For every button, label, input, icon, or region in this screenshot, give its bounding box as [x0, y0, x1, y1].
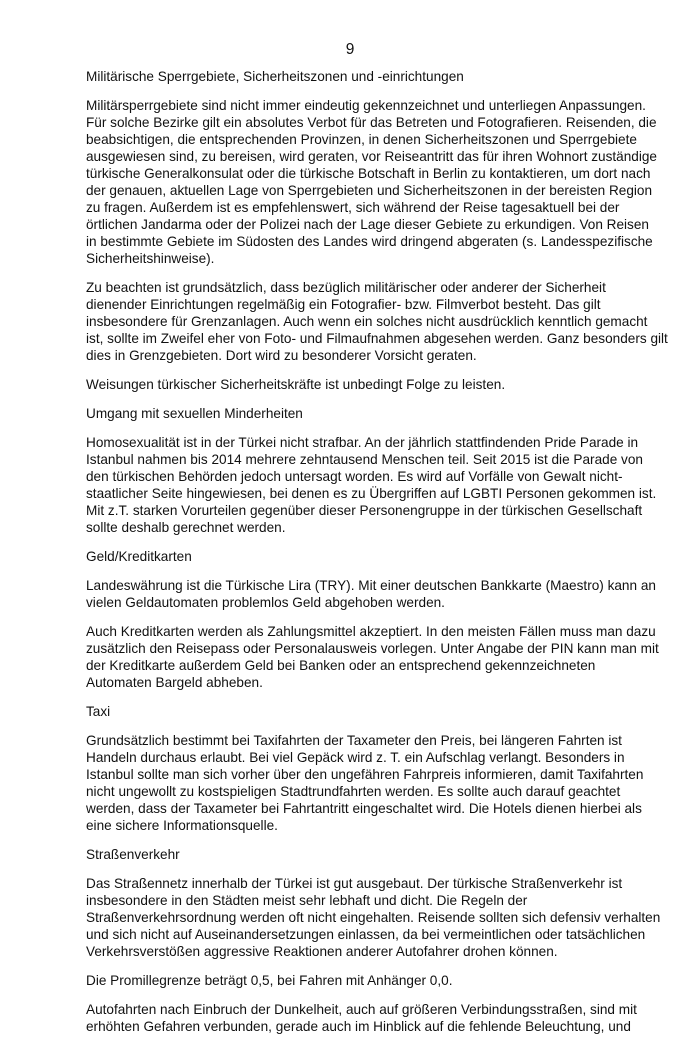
- text-line: Mit z.T. starken Vorurteilen gegenüber dieser Personengruppe in der türkischen Gesellschaft: [86, 503, 643, 518]
- text-line: Sicherheitshinweise).: [86, 251, 215, 266]
- section-heading: Umgang mit sexuellen Minderheiten: [86, 406, 303, 421]
- text-line: Auch Kreditkarten werden als Zahlungsmittel akzeptiert. In den meisten Fällen muss man dazu: [86, 624, 656, 639]
- paragraph: [86, 623, 659, 691]
- text-line: Homosexualität ist in der Türkei nicht strafbar. An der jährlich stattfindenden Pride Parade in: [86, 435, 639, 450]
- text-line: Verkehrsverstößen aggressive Reaktionen anderer Autofahrer drohen können.: [86, 944, 558, 959]
- text-line: der genauen, aktuellen Lage von Sperrgebieten und Sicherheitszonen in der bereisten Region: [86, 183, 653, 198]
- text-line: Autofahrten nach Einbruch der Dunkelheit, auch auf größeren Verbindungsstraßen, sind mit: [86, 1002, 637, 1017]
- text-line: werden, dass der Taxameter bei Fahrtantritt eingeschaltet wird. Die Hotels dienen hierbei als: [86, 801, 642, 816]
- text-line: ausgewiesen sind, zu bereisen, wird geraten, vor Reiseantritt das für ihren Wohnort zuständige: [86, 149, 657, 164]
- section-heading: Straßenverkehr: [86, 847, 180, 862]
- text-line: Die Promillegrenze beträgt 0,5, bei Fahren mit Anhänger 0,0.: [86, 973, 453, 988]
- text-line: Zu beachten ist grundsätzlich, dass bezüglich militärischer oder anderer der Sicherheit: [86, 280, 606, 295]
- text-line: den türkischen Behörden jedoch untersagt worden. Es wird auf Vorfälle von Gewalt nicht-: [86, 469, 623, 484]
- text-line: Automaten Bargeld abheben.: [86, 675, 263, 690]
- text-line: insbesondere in den Städten meist sehr lebhaft und dicht. Die Regeln der: [86, 893, 528, 908]
- text-line: dienender Einrichtungen regelmäßig ein Fotografier- bzw. Filmverbot besteht. Das gilt: [86, 297, 601, 312]
- text-line: nicht ungewollt zu kostspieligen Stadtrundfahrten werden. Es sollte auch darauf geachtet: [86, 784, 621, 799]
- text-line: Militärsperrgebiete sind nicht immer eindeutig gekennzeichnet und unterliegen Anpassungen.: [86, 98, 646, 113]
- text-line: türkische Generalkonsulat oder die türkische Botschaft in Berlin zu kontaktieren, um dort nach: [86, 166, 651, 181]
- text-line: Weisungen türkischer Sicherheitskräfte ist unbedingt Folge zu leisten.: [86, 377, 506, 392]
- text-line: Grundsätzlich bestimmt bei Taxifahrten der Taxameter den Preis, bei längeren Fahrten ist: [86, 733, 622, 748]
- paragraph: [86, 972, 646, 989]
- paragraph: [86, 434, 657, 536]
- text-line: Das Straßennetz innerhalb der Türkei ist gut ausgebaut. Der türkische Straßenverkehr ist: [86, 876, 623, 891]
- paragraph: [86, 875, 661, 960]
- paragraph: [86, 577, 656, 611]
- paragraph: [86, 279, 668, 364]
- text-line: Handeln durchaus erlaubt. Bei viel Gepäck wird z. T. ein Aufschlag verlangt. Besonders in: [86, 750, 625, 765]
- text-line: Istanbul sollte man sich vorher über den ungefähren Fahrpreis informieren, damit Taxifahrten: [86, 767, 644, 782]
- text-line: vielen Geldautomaten problemlos Geld abgehoben werden.: [86, 595, 445, 610]
- text-line: Für solche Bezirke gilt ein absolutes Verbot für das Betreten und Fotografieren. Reisenden, die: [86, 115, 657, 130]
- page-number: 9: [345, 41, 355, 58]
- text-line: zu fragen. Außerdem ist es empfehlenswert, sich während der Reise tagesaktuell bei der: [86, 200, 620, 215]
- text-line: Istanbul nahmen bis 2014 mehrere zehntausend Menschen teil. Seit 2015 ist die Parade von: [86, 452, 643, 467]
- paragraph: [86, 97, 657, 267]
- text-line: insbesondere für Grenzanlagen. Auch wenn ein solches nicht ausdrücklich kenntlich gemacht: [86, 314, 648, 329]
- paragraph: [86, 732, 646, 834]
- paragraph: [86, 376, 646, 393]
- text-line: sollte deshalb gerechnet werden.: [86, 520, 286, 535]
- document-body: [86, 68, 668, 1047]
- section-heading: Militärische Sperrgebiete, Sicherheitszonen und -einrichtungen: [86, 69, 464, 84]
- text-line: eine sichere Informationsquelle.: [86, 818, 278, 833]
- text-line: staatlicher Seite hingewiesen, bei denen es zu Übergriffen auf LGBTI Personen gekommen ist.: [86, 486, 657, 501]
- text-line: Straßenverkehrsordnung werden oft nicht eingehalten. Reisende sollten sich defensiv verhalten: [86, 910, 661, 925]
- text-line: beabsichtigen, die entsprechenden Provinzen, in denen Sicherheitszonen und Sperrgebiete: [86, 132, 637, 147]
- section-heading: Taxi: [86, 704, 111, 719]
- text-line: ist, sollte im Zweifel eher von Foto- und Filmaufnahmen abgesehen werden. Ganz besonders gilt: [86, 331, 668, 346]
- text-line: örtlichen Jandarma oder der Polizei nach der Lage dieser Gebiete zu erkundigen. Von Reisen: [86, 217, 649, 232]
- text-line: dies in Grenzgebieten. Dort wird zu besonderer Vorsicht geraten.: [86, 348, 477, 363]
- text-line: und sich nicht auf Auseinandersetzungen einlassen, da bei vermeintlichen oder tatsächlichen: [86, 927, 646, 942]
- text-line: zusätzlich den Reisepass oder Personalausweis vorlegen. Unter Angabe der PIN kann man mit: [86, 641, 659, 656]
- text-line: in bestimmte Gebiete im Südosten des Landes wird dringend abgeraten (s. Landesspezifische: [86, 234, 653, 249]
- text-line: Landeswährung ist die Türkische Lira (TRY). Mit einer deutschen Bankkarte (Maestro) kann an: [86, 578, 656, 593]
- text-line: der Kreditkarte außerdem Geld bei Banken oder an entsprechend gekennzeichneten: [86, 658, 596, 673]
- paragraph: [86, 1001, 646, 1035]
- section-heading: Geld/Kreditkarten: [86, 549, 192, 564]
- text-line: erhöhten Gefahren verbunden, gerade auch im Hinblick auf die fehlende Beleuchtung, und: [86, 1019, 631, 1034]
